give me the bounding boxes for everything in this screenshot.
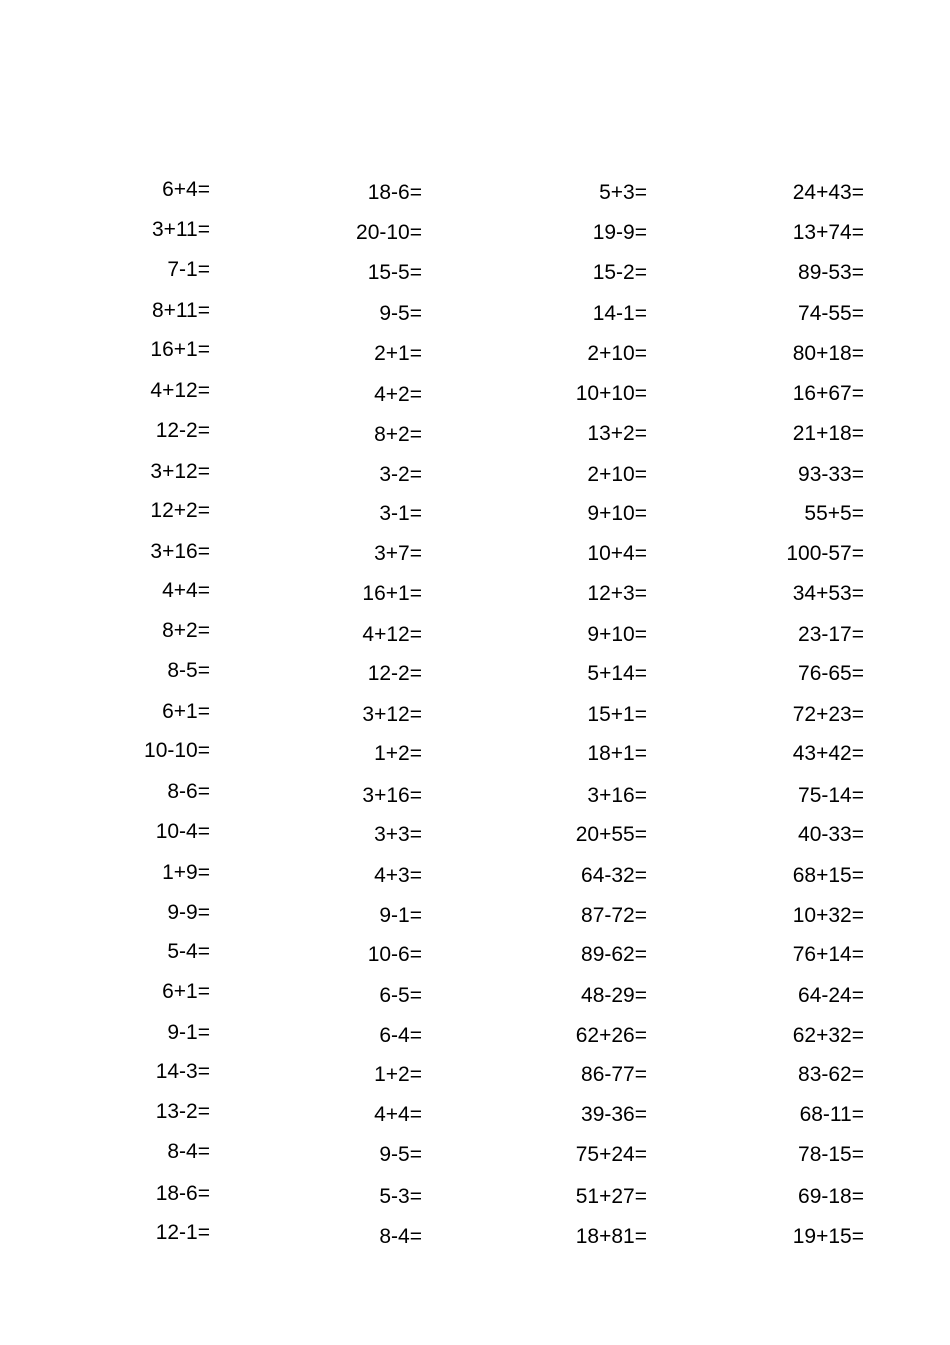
problem-item: 15+1= — [587, 703, 647, 727]
problem-item: 16+1= — [362, 582, 422, 605]
problem-item: 1+2= — [374, 1063, 422, 1087]
problem-item: 87-72= — [581, 903, 647, 927]
problem-item: 10-4= — [155, 819, 210, 843]
problem-item: 4+3= — [374, 863, 422, 887]
problem-item: 13+74= — [792, 221, 864, 245]
problem-item: 76+14= — [792, 942, 864, 966]
problem-item: 13-2= — [155, 1100, 210, 1124]
problem-item: 4+12= — [150, 378, 210, 402]
problem-item: 6+1= — [162, 700, 210, 724]
problem-item: 5+3= — [599, 181, 647, 204]
problem-item: 62+32= — [792, 1024, 864, 1048]
problem-item: 39-36= — [581, 1103, 647, 1127]
problem-item: 10-10= — [144, 739, 210, 763]
problem-item: 10+32= — [792, 903, 864, 927]
problem-item: 43+42= — [792, 742, 864, 766]
problem-item: 3+11= — [151, 218, 210, 242]
problem-item: 5-4= — [167, 939, 210, 963]
problem-item: 8+2= — [162, 619, 210, 643]
problem-item: 89-62= — [581, 942, 647, 966]
problem-item: 9-1= — [167, 1021, 210, 1045]
problem-item: 20-10= — [356, 221, 422, 245]
problem-item: 6+1= — [162, 980, 210, 1003]
problem-item: 16+1= — [150, 338, 210, 362]
problem-item: 68-11= — [799, 1103, 864, 1127]
problem-item: 3-1= — [379, 501, 422, 525]
problem-item: 7-1= — [167, 258, 210, 282]
problem-item: 5+14= — [587, 662, 647, 686]
problem-item: 4+4= — [162, 579, 210, 602]
problem-item: 9+10= — [587, 501, 647, 525]
problem-item: 8-4= — [167, 1140, 210, 1164]
problem-item: 3+7= — [374, 541, 422, 565]
problem-item: 5-3= — [379, 1184, 422, 1208]
problem-item: 86-77= — [581, 1063, 647, 1087]
problem-item: 14-1= — [592, 302, 647, 326]
problem-item: 93-33= — [798, 462, 864, 486]
problem-item: 18-6= — [155, 1181, 210, 1205]
problem-item: 1+2= — [374, 742, 422, 766]
problem-item: 3-2= — [379, 462, 422, 486]
problem-item: 8-4= — [379, 1224, 422, 1248]
problem-item: 100-57= — [786, 541, 864, 565]
problem-item: 12-2= — [367, 662, 422, 686]
problem-item: 23-17= — [798, 623, 864, 647]
problem-item: 1+9= — [162, 860, 210, 884]
problem-item: 64-24= — [798, 984, 864, 1007]
problem-item: 51+27= — [575, 1184, 647, 1208]
problem-item: 48-29= — [581, 984, 647, 1007]
problem-item: 3+3= — [374, 822, 422, 846]
problem-item: 16+67= — [792, 381, 864, 405]
problem-item: 20+55= — [575, 822, 647, 846]
problem-item: 9-1= — [379, 903, 422, 927]
problem-item: 2+10= — [587, 462, 647, 486]
problem-item: 80+18= — [792, 342, 864, 366]
problem-item: 12+3= — [587, 582, 647, 605]
problem-item: 4+4= — [374, 1103, 422, 1127]
problem-item: 6-5= — [379, 984, 422, 1007]
problem-item: 8+11= — [151, 299, 210, 323]
problem-item: 10+10= — [575, 381, 647, 405]
problem-item: 21+18= — [792, 421, 864, 445]
problem-item: 3+16= — [150, 539, 210, 563]
problem-item: 8-5= — [167, 659, 210, 683]
problem-item: 10+4= — [587, 541, 647, 565]
problem-item: 6-4= — [379, 1024, 422, 1048]
problem-item: 68+15= — [792, 863, 864, 887]
problem-item: 13+2= — [587, 421, 647, 445]
problem-item: 64-32= — [581, 863, 647, 887]
problem-item: 12-2= — [155, 418, 210, 442]
problem-item: 72+23= — [792, 703, 864, 727]
problem-item: 76-65= — [798, 662, 864, 686]
problem-item: 8+2= — [374, 422, 422, 446]
problem-item: 74-55= — [798, 302, 864, 326]
problem-item: 4+12= — [362, 623, 422, 647]
problem-item: 9-5= — [379, 302, 422, 326]
problem-item: 18+1= — [587, 742, 647, 766]
problem-item: 19+15= — [792, 1224, 864, 1248]
problem-item: 9-5= — [379, 1143, 422, 1167]
problem-item: 3+12= — [150, 459, 210, 483]
problem-item: 8-6= — [167, 779, 210, 803]
problem-item: 55+5= — [804, 501, 864, 525]
problem-item: 3+16= — [587, 783, 647, 807]
problem-item: 2+1= — [374, 342, 422, 366]
problem-item: 3+12= — [362, 703, 422, 727]
problem-item: 12-1= — [155, 1220, 210, 1244]
problem-item: 2+10= — [587, 342, 647, 366]
problem-item: 69-18= — [798, 1184, 864, 1208]
problem-item: 24+43= — [792, 181, 864, 204]
problem-item: 78-15= — [798, 1143, 864, 1167]
problem-item: 40-33= — [798, 822, 864, 846]
problem-item: 18+81= — [575, 1224, 647, 1248]
problem-item: 34+53= — [792, 582, 864, 605]
problem-item: 3+16= — [362, 783, 422, 807]
problem-item: 83-62= — [798, 1063, 864, 1087]
problem-item: 9+10= — [587, 623, 647, 647]
problem-item: 12+2= — [150, 498, 210, 522]
problem-item: 62+26= — [575, 1024, 647, 1048]
problem-item: 18-6= — [367, 181, 422, 204]
problem-item: 14-3= — [155, 1060, 210, 1084]
problem-item: 89-53= — [798, 261, 864, 285]
problem-item: 75-14= — [798, 783, 864, 807]
problem-item: 75+24= — [575, 1143, 647, 1167]
problem-item: 4+2= — [374, 382, 422, 406]
problem-item: 10-6= — [367, 942, 422, 966]
problem-item: 6+4= — [162, 178, 210, 201]
problem-item: 15-2= — [592, 261, 647, 285]
problem-item: 19-9= — [592, 221, 647, 245]
problem-item: 9-9= — [167, 900, 210, 924]
problem-item: 15-5= — [367, 261, 422, 285]
